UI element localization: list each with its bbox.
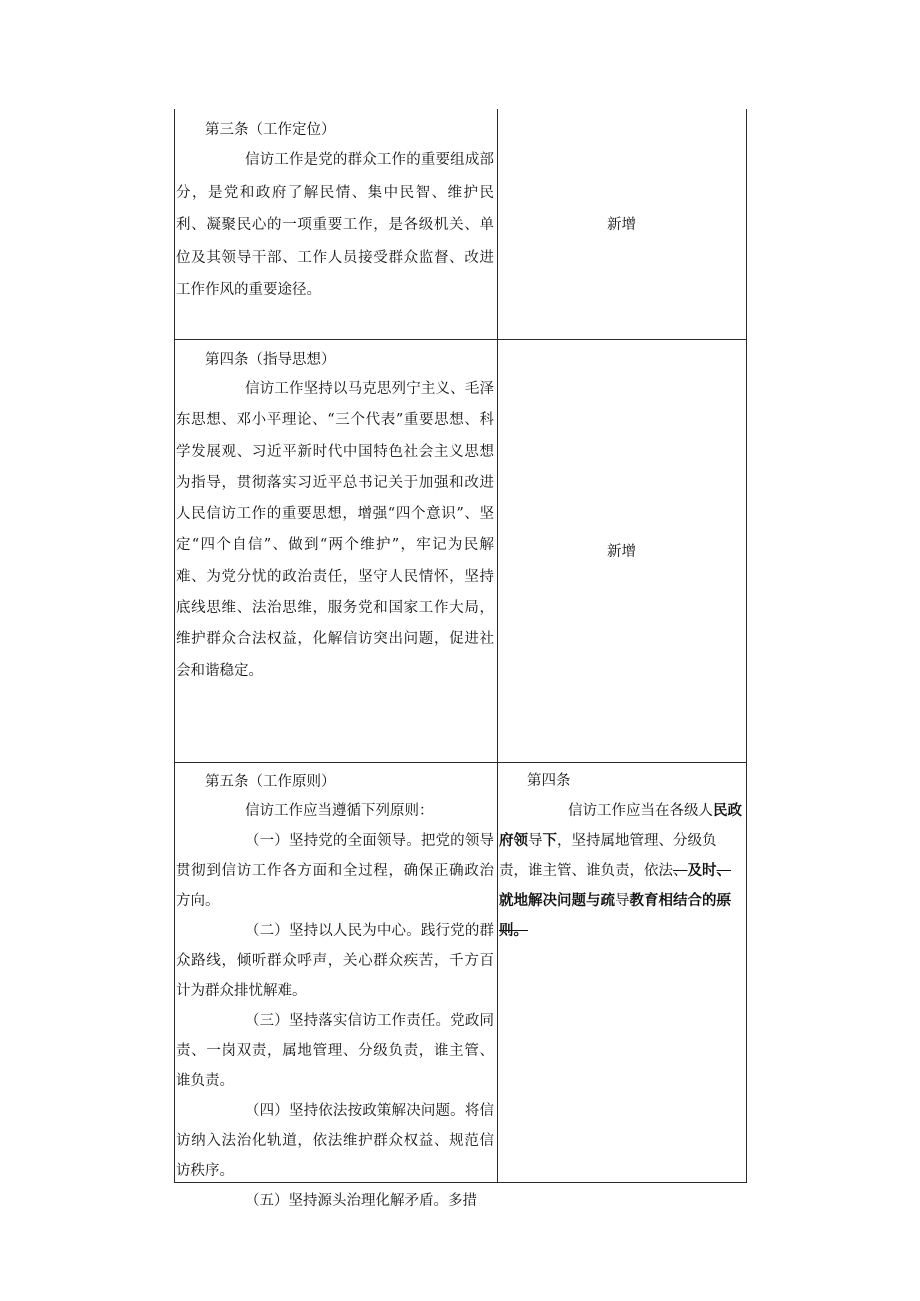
article-paragraph: （四）坚持依法按政策解决问题。将信访纳入法治化轨道，依法维护群众权益、规范信访秩序。 [176,1103,494,1179]
inserted-text: 民 [713,802,728,819]
article-paragraph: 信访工作是党的群众工作的重要组成部分，是党和政府了解民情、集中民智、维护民利、凝聚民心的一项重要工作，是各级机关、单位及其领导干部、工作人员接受群众监督、改进工作作风的重要途径。 [176,152,494,298]
table-border-left [174,109,175,1182]
text-segment: 信访工作应当在各级人 [568,803,713,819]
inserted-text: 政府领 [499,802,742,849]
inserted-text: 就地解决问题与疏 [499,892,615,909]
deleted-text: 原则。 [499,892,731,939]
inserted-text: 教育相结合的 [629,892,717,909]
article-paragraph: 信访工作坚持以马克思列宁主义、毛泽东思想、邓小平理论、“三个代表”重要思想、科学发展观、习近平新时代中国特色社会主义思想为指导，贯彻落实习近平总书记关于加强和改进人民信访工作的重要思想，增强“四个意识”、坚定“四个自信”、做到“两个维护”，牢记为民解难、为党分忧的政治责任，坚守人民情怀，坚持底线思维、法治思维，服务党和国家工作大局，维护群众合法权益，化解信访突出问题，促进社会和谐稳定。 [176,381,494,679]
text-segment: 导 [615,893,630,909]
deleted-text: 、 [673,863,688,879]
article-paragraph: （一）坚持党的全面领导。把党的领导贯彻到信访工作各方面和全过程，确保正确政治方向。 [176,833,494,909]
old-article-paragraph [499,796,744,946]
table-border-middle [497,109,498,1182]
row1-left-cell [176,116,494,307]
table-row-divider-1 [174,339,747,340]
article-paragraph: 信访工作应当遵循下列原则： [245,803,434,819]
new-tag: 新增 [607,544,636,560]
article-heading: 第四条（指导思想） [205,352,336,368]
text-segment: ，坚持属地管理、分级负责，谁主管、谁负责，依法 [499,833,717,879]
article-paragraph: （三）坚持落实信访工作责任。党政同责、一岗双责，属地管理、分级负责，谁主管、谁负责。 [176,1013,494,1089]
text-segment: 导 [528,833,543,849]
row3-right-cell [499,766,744,946]
old-article-heading: 第四条 [527,773,571,789]
article-heading: 第三条（工作定位） [205,122,336,138]
inserted-text: 及时 [687,862,717,879]
row3-left-cell [176,768,494,1209]
article-paragraph: （二）坚持以人民为中心。践行党的群众路线，倾听群众呼声，关心群众疾苦，千方百计为群众排忧解难。 [176,923,494,999]
new-tag: 新增 [607,217,636,233]
article-paragraph: （五）坚持源头治理化解矛盾。多措 [245,1193,477,1209]
inserted-text: 下 [542,832,557,849]
article-heading: 第五条（工作原则） [205,774,336,790]
table-border-right [746,109,747,1182]
row2-left-cell [176,346,494,687]
deleted-text: 、 [716,862,731,879]
table-row-divider-2 [174,762,747,763]
